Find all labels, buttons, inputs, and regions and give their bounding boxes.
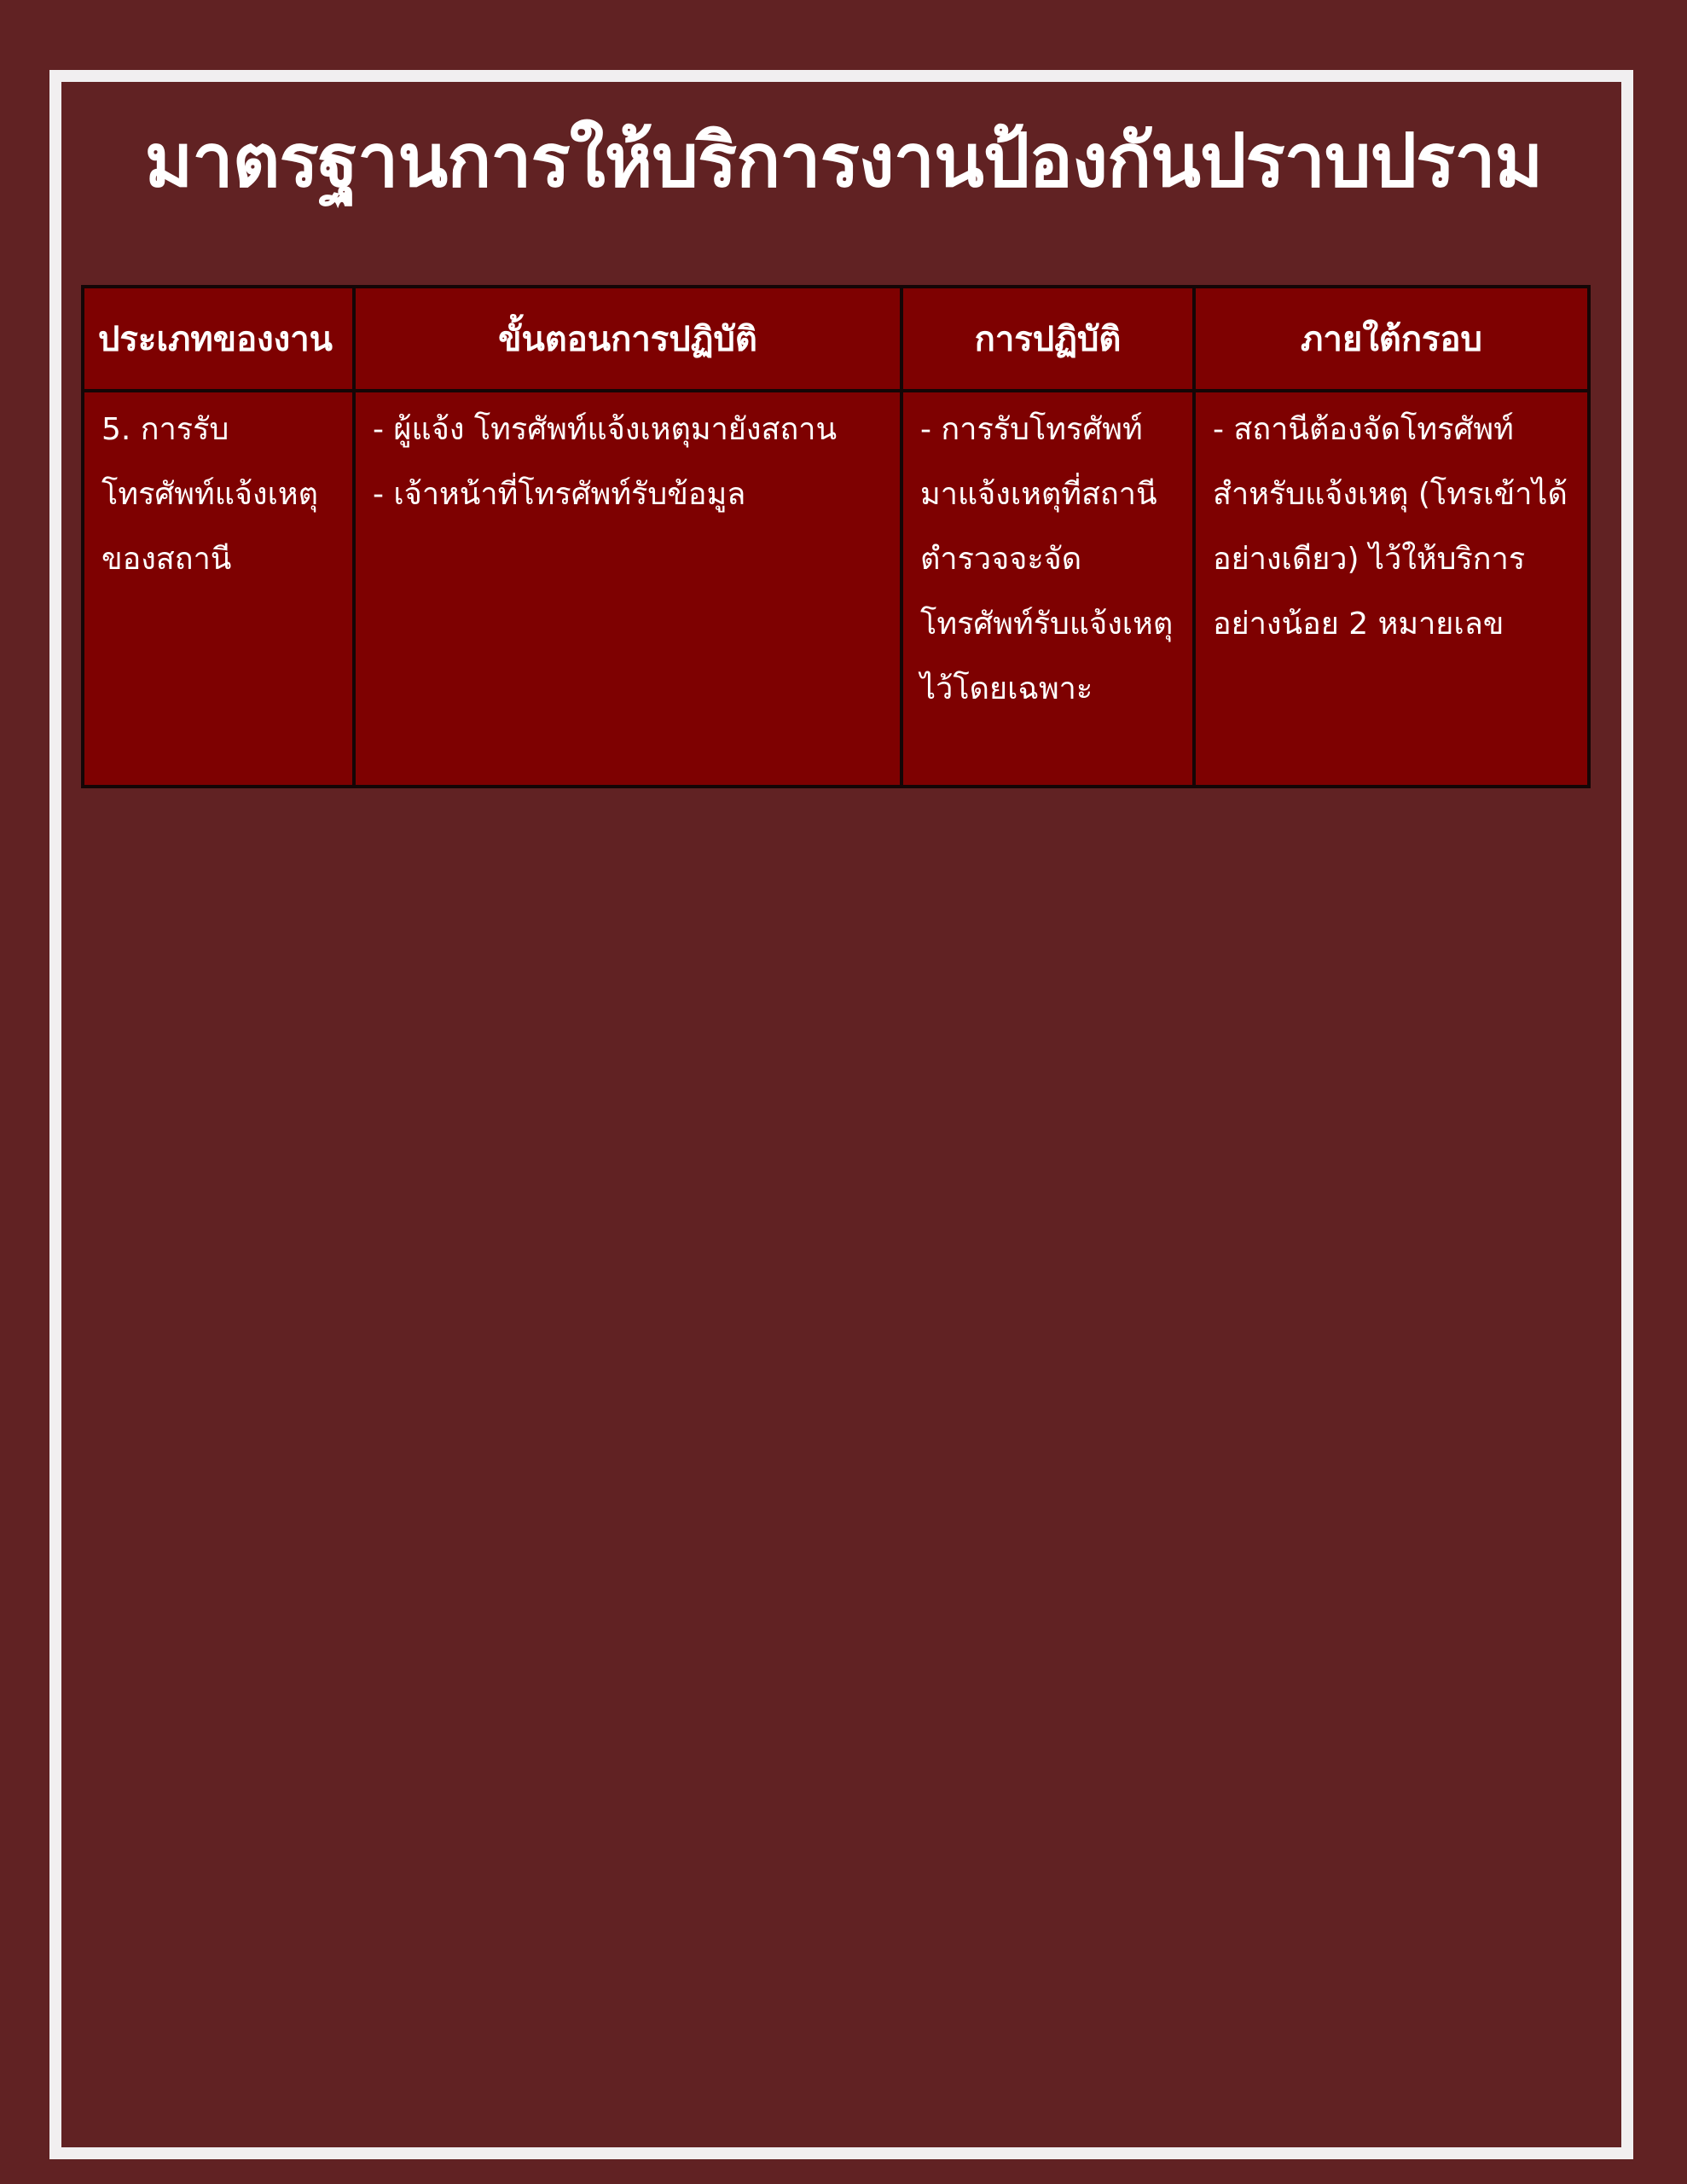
cell-line: ตำรวจจะจัด xyxy=(920,542,1082,577)
cell-framework xyxy=(1194,391,1589,787)
cell-procedure xyxy=(354,391,901,787)
cell-line: โทรศัพท์รับแจ้งเหตุ xyxy=(920,607,1174,642)
page-title: มาตรฐานการให้บริการงานป้องกันปราบปราม xyxy=(144,119,1543,204)
cell-line: - สถานีต้องจัดโทรศัพท์ xyxy=(1213,412,1514,447)
cell-line: 5. การรับ xyxy=(101,412,229,447)
cell-line: - เจ้าหน้าที่โทรศัพท์รับข้อมูล xyxy=(373,477,746,512)
cell-line: ของสถานี xyxy=(101,542,232,577)
header-practice: การปฏิบัติ xyxy=(901,287,1194,391)
cell-line: โทรศัพท์แจ้งเหตุ xyxy=(101,477,319,512)
cell-line: - การรับโทรศัพท์ xyxy=(920,412,1143,447)
cell-line: - ผู้แจ้ง โทรศัพท์แจ้งเหตุมายังสถาน xyxy=(373,412,838,447)
header-procedure: ขั้นตอนการปฏิบัติ xyxy=(354,287,901,391)
cell-line: มาแจ้งเหตุที่สถานี xyxy=(920,477,1157,512)
cell-work-type xyxy=(83,391,354,787)
header-work-type: ประเภทของงาน xyxy=(83,287,354,391)
header-framework: ภายใต้กรอบ xyxy=(1194,287,1589,391)
cell-line: สำหรับแจ้งเหตุ (โทรเข้าได้ xyxy=(1213,477,1568,512)
cell-line: ไว้โดยเฉพาะ xyxy=(920,671,1093,706)
cell-line: อย่างเดียว) ไว้ให้บริการ xyxy=(1213,542,1526,577)
standards-table xyxy=(81,285,1591,788)
cell-practice xyxy=(901,391,1194,787)
cell-line: อย่างน้อย 2 หมายเลข xyxy=(1213,607,1504,642)
table-row xyxy=(83,391,1589,787)
table-header-row xyxy=(83,287,1589,391)
